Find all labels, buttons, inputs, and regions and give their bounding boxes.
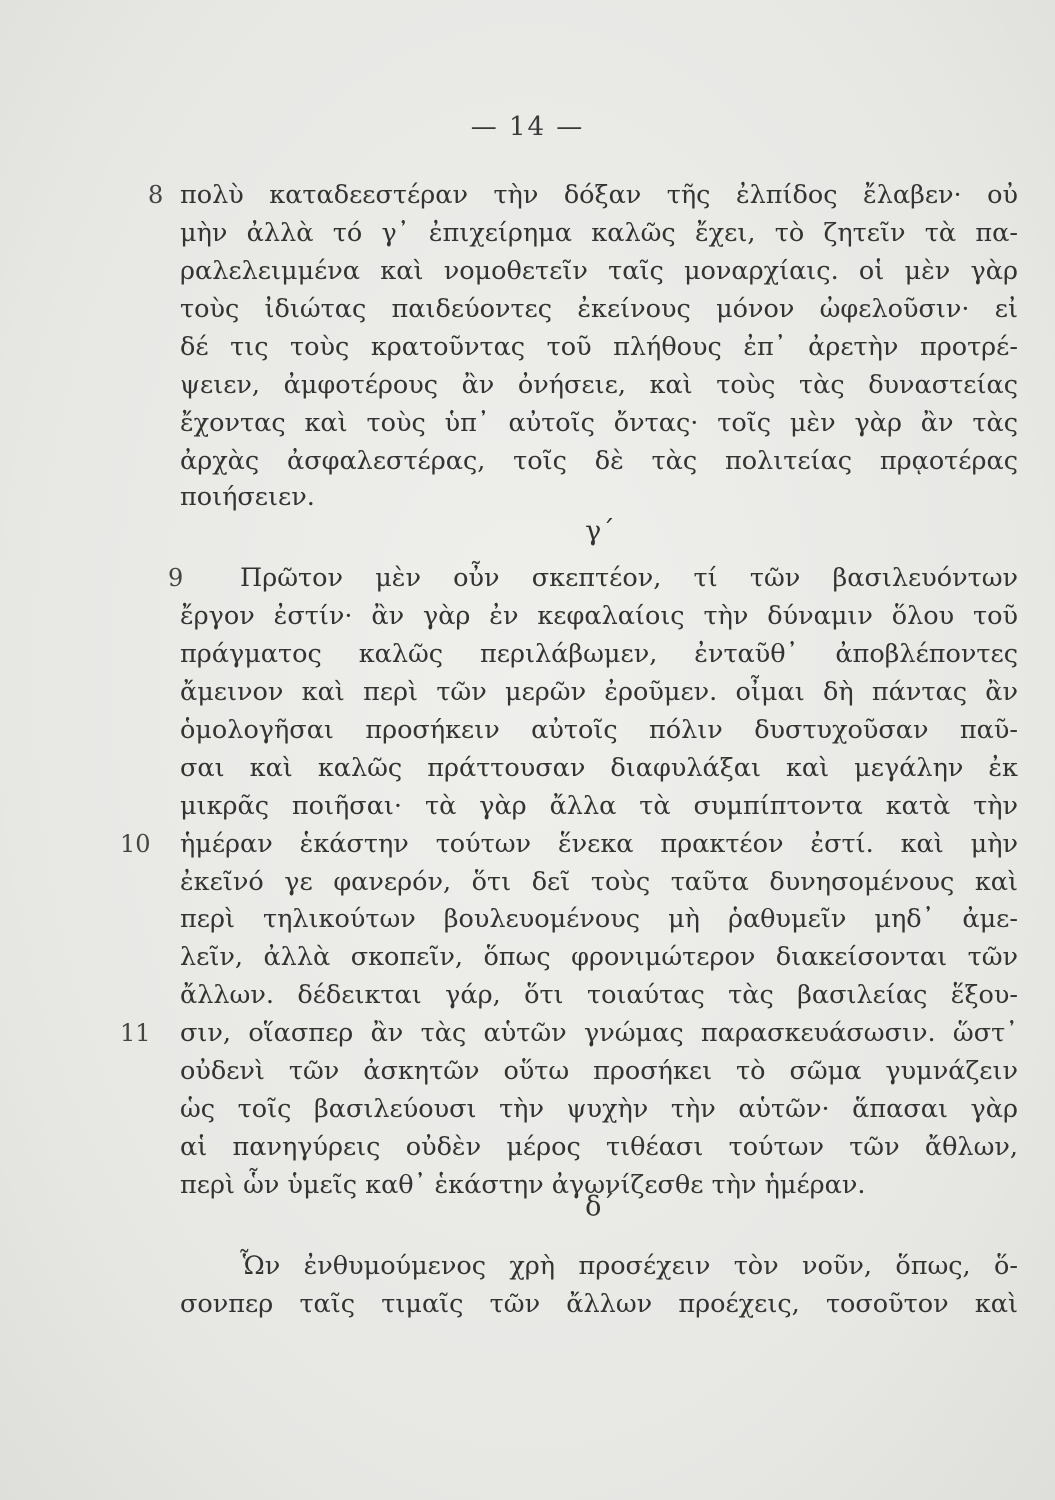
text-line: περὶ ὧν ὑμεῖς καθ᾽ ἑκάστην ἀγωνίζεσθε τὴν ἡμέραν. bbox=[180, 1170, 866, 1200]
text-line: αἱ πανηγύρεις οὐδὲν μέρος τιθέασι τούτων τῶν ἄθλων, bbox=[180, 1132, 1018, 1162]
text-line: ψειεν, ἀμφοτέρους ἂν ὀνήσειε, καὶ τοὺς τὰς δυναστείας bbox=[180, 370, 1018, 400]
text-line: πολὺ καταδεεστέραν τὴν δόξαν τῆς ἐλπίδος ἔλαβεν· οὐ bbox=[180, 180, 1018, 210]
text-line: πράγματος καλῶς περιλάβωμεν, ἐνταῦθ᾽ ἀποβλέποντες bbox=[180, 639, 1018, 669]
text-line: ποιήσειεν. bbox=[180, 482, 315, 512]
text-line: σονπερ ταῖς τιμαῖς τῶν ἄλλων προέχεις, τοσοῦτον καὶ bbox=[180, 1289, 1018, 1319]
text-line: ραλελειμμένα καὶ νομοθετεῖν ταῖς μοναρχίαις. οἱ μὲν γὰρ bbox=[180, 256, 1018, 286]
text-line: ἀρχὰς ἀσφαλεστέρας, τοῖς δὲ τὰς πολιτείας πρᾳοτέρας bbox=[180, 446, 1018, 476]
text-line: ἡμέραν ἑκάστην τούτων ἕνεκα πρακτέον ἐστί. καὶ μὴν bbox=[180, 829, 1018, 859]
text-line: μικρᾶς ποιῆσαι· τὰ γὰρ ἄλλα τὰ συμπίπτοντα κατὰ τὴν bbox=[180, 791, 1018, 821]
margin-number-11: 11 bbox=[120, 1019, 151, 1047]
text-line: ἄλλων. δέδεικται γάρ, ὅτι τοιαύτας τὰς βασιλείας ἕξου- bbox=[180, 980, 1018, 1010]
text-line: οὐδενὶ τῶν ἀσκητῶν οὕτω προσήκει τὸ σῶμα γυμνάζειν bbox=[180, 1056, 1018, 1086]
text-line: ἔχοντας καὶ τοὺς ὑπ᾽ αὐτοῖς ὄντας· τοῖς μὲν γὰρ ἂν τὰς bbox=[180, 408, 1018, 438]
text-line: ἄμεινον καὶ περὶ τῶν μερῶν ἐροῦμεν. οἶμαι δὴ πάντας ἂν bbox=[180, 677, 1018, 707]
text-line: Πρῶτον μὲν οὖν σκεπτέον, τί τῶν βασιλευόντων bbox=[240, 563, 1018, 593]
text-line: τοὺς ἰδιώτας παιδεύοντες ἐκείνους μόνον ὠφελοῦσιν· εἰ bbox=[180, 294, 1018, 324]
margin-number-8: 8 bbox=[148, 181, 164, 209]
text-line: ὡς τοῖς βασιλεύουσι τὴν ψυχὴν τὴν αὑτῶν· ἅπασαι γὰρ bbox=[180, 1094, 1018, 1124]
section-mark-gamma: γ΄ bbox=[585, 516, 615, 547]
text-line: ἐκεῖνό γε φανερόν, ὅτι δεῖ τοὺς ταῦτα δυνησομένους καὶ bbox=[180, 867, 1018, 897]
text-line: ὁμολογῆσαι προσήκειν αὐτοῖς πόλιν δυστυχοῦσαν παῦ- bbox=[180, 715, 1018, 745]
page-number-header: — 14 — bbox=[470, 112, 585, 142]
margin-number-10: 10 bbox=[120, 830, 151, 858]
text-line: ἔργον ἐστίν· ἂν γὰρ ἐν κεφαλαίοις τὴν δύναμιν ὅλου τοῦ bbox=[180, 601, 1018, 631]
margin-number-9: 9 bbox=[168, 564, 184, 592]
text-line: μὴν ἀλλὰ τό γ᾽ ἐπιχείρημα καλῶς ἔχει, τὸ ζητεῖν τὰ πα- bbox=[180, 218, 1018, 248]
text-line: περὶ τηλικούτων βουλευομένους μὴ ῥαθυμεῖν μηδ᾽ ἀμε- bbox=[180, 904, 1018, 934]
text-line: Ὧν ἐνθυμούμενος χρὴ προσέχειν τὸν νοῦν, ὅπως, ὅ- bbox=[240, 1251, 1018, 1281]
text-line: σαι καὶ καλῶς πράττουσαν διαφυλάξαι καὶ μεγάλην ἐκ bbox=[180, 753, 1018, 783]
section-mark-delta: δ΄ bbox=[585, 1191, 615, 1222]
text-line: δέ τις τοὺς κρατοῦντας τοῦ πλήθους ἐπ᾽ ἀρετὴν προτρέ- bbox=[180, 332, 1018, 362]
text-line: σιν, οἵασπερ ἂν τὰς αὑτῶν γνώμας παρασκευάσωσιν. ὥστ᾽ bbox=[180, 1018, 1018, 1048]
text-line: λεῖν, ἀλλὰ σκοπεῖν, ὅπως φρονιμώτερον διακείσονται τῶν bbox=[180, 942, 1018, 972]
